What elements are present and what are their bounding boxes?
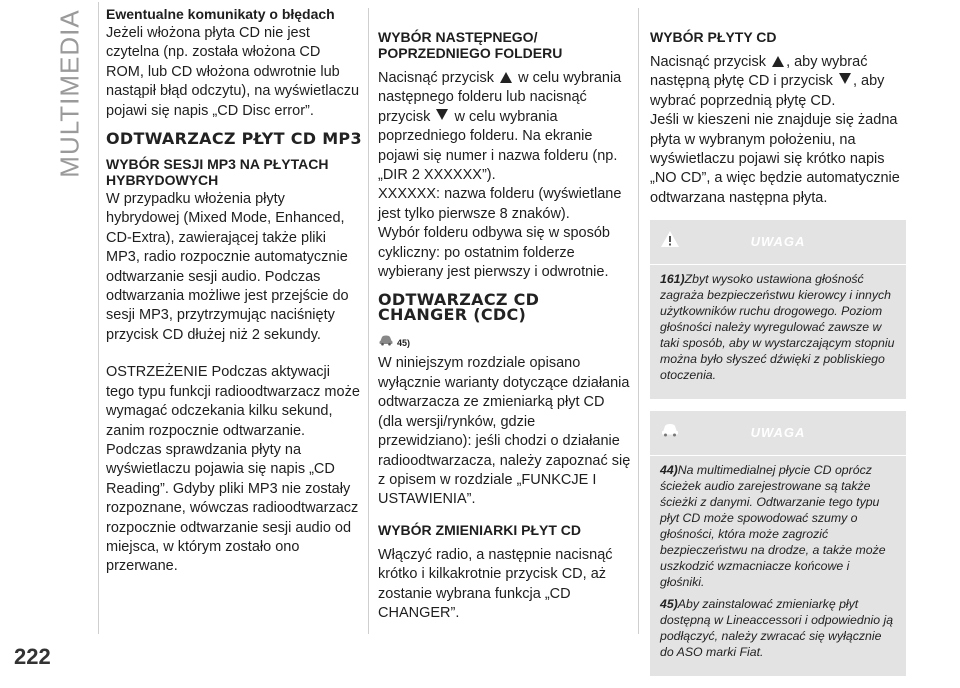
section-label: MULTIMEDIA: [54, 8, 85, 178]
note-2-item-2: [660, 596, 896, 660]
column-divider-1: [368, 8, 369, 634]
note-2-text-1: Na multimedialnej płycie CD oprócz ścieżek audio zarejestrowane są także ścieżki z danymi. Odtwarzanie tego typu płyt CD może spowodować szumy o głośności, która może zagrozić bezpieczeństwu na drodze, a także może uszkodzić wzmacniacze końcowe i głośniki.: [660, 463, 886, 590]
note-1-text: Zbyt wysoko ustawiona głośność zagraża bezpieczeństwu kierowcy i innych użytkowników ruchu drogowego. Poziom głośności należy wyregulować zawsze w taki sposób, aby w wystarczającym stopniu można było słyszeć dźwięki z pobliskiego otoczenia.: [660, 272, 895, 383]
cdc-ref-label: 45): [397, 338, 411, 349]
changer-heading: WYBÓR ZMIENIARKI PŁYT CD: [378, 521, 581, 538]
error-heading: Ewentualne komunikaty o błędach: [106, 6, 335, 22]
mp3-title: ODTWARZACZ PŁYT CD MP3: [106, 129, 362, 149]
warning-note-2: [650, 411, 906, 676]
column-3: [650, 6, 906, 688]
column-1: [106, 6, 362, 587]
cdc-text: W niniejszym rozdziale opisano wyłącznie warianty dotyczące działania odtwarzacza ze zmieniarką płyt CD (dla wersji/rynków, gdzie przewidziano): jeśli chodzi o działanie radioodtwarzacza, należy zapoznać się z opisem w rozdziale „FUNKCJE I USTAWIENIA”.: [378, 355, 631, 508]
note-2-num-1: 44): [660, 463, 678, 478]
triangle-down-icon: [839, 73, 851, 84]
note-2-num-2: 45): [660, 597, 678, 612]
disc-text: [650, 53, 906, 111]
note-2-item-1: [660, 462, 896, 590]
folder-text-2: w celu wybrania następnego folderu lub nacisnąć przycisk: [378, 70, 622, 125]
disc-text-3: , aby wybrać poprzednią płytę CD.: [650, 73, 885, 109]
reading-text: Podczas sprawdzania płyty na wyświetlaczu pojawia się napis „CD Reading”. Gdyby pliki MP3 nie zostały rozpoznane, wówczas radioodtwarzacz rozpocznie odtwarzanie sesji audio od miejsca, w którym zostało ono przerwane.: [106, 441, 359, 575]
changer-text: Włączyć radio, a następnie nacisnąć krótko i kilkakrotnie przycisk CD, aż zostanie wybrana funkcja „CD CHANGER”.: [378, 546, 613, 621]
hybrid-text: W przypadku włożenia płyty hybrydowej (Mixed Mode, Enhanced, CD-Extra), zawierającej także pliki MP3, radio rozpocznie automatycznie odtwarzanie sesji audio. Podczas odtwarzania możliwe jest przejście do sesji MP3, przytrzymując naciśnięty przycisk CD dłużej niż 2 sekundy.: [106, 191, 349, 343]
triangle-up-icon: [500, 72, 512, 83]
triangle-up-icon: [772, 56, 784, 67]
hybrid-heading: WYBÓR SESJI MP3 NA PŁYTACH HYBRYDOWYCH: [106, 156, 329, 189]
column-2: [378, 6, 632, 633]
cdc-reference: [378, 332, 632, 348]
note-1-num: 161): [660, 272, 685, 287]
warning-note-1: [650, 220, 906, 399]
disc-text-2: , aby wybrać następną płytę CD i przycisk: [650, 54, 868, 90]
note-2-title: UWAGA: [750, 425, 806, 441]
sidebar-divider: [98, 2, 99, 634]
car-note-icon: [378, 332, 394, 346]
note-1-title: UWAGA: [750, 234, 806, 250]
column-divider-2: [638, 8, 639, 634]
folder-text-1: Nacisnąć przycisk: [378, 70, 495, 86]
folder-text: [378, 69, 632, 185]
triangle-down-icon: [436, 109, 448, 120]
note-1-item: [660, 271, 896, 383]
page-number: 222: [14, 644, 51, 669]
disc-text-2-para: Jeśli w kieszeni nie znajduje się żadna płyta w wybranym położeniu, na wyświetlaczu pojawi się krótko napis „NO CD”, a więc będzie automatycznie odtwarzana następna płyta.: [650, 112, 900, 206]
sidebar-section: [50, 8, 90, 178]
warning-text: OSTRZEŻENIE Podczas aktywacji tego typu funkcji radioodtwarzacz może wymagać odczekania kilku sekund, zanim rozpocznie odtwarzanie.: [106, 364, 360, 439]
cdc-title: ODTWARZACZ CD CHANGER (CDC): [378, 290, 540, 325]
folder-text-3: w celu wybrania poprzedniego folderu. Na ekranie pojawi się numer i nazwa folderu (np. „DIR 2 XXXXXX”).: [378, 108, 618, 184]
folder-name-text: XXXXXX: nazwa folderu (wyświetlane jest tylko pierwsze 8 znaków).: [378, 186, 622, 222]
note-2-text-2: Aby zainstalować zmieniarkę płyt dostępną w Lineaccessori i odpowiednio ją podłączyć, należy zwracać się wyłącznie do ASO marki Fiat.: [660, 597, 894, 660]
disc-heading: WYBÓR PŁYTY CD: [650, 29, 777, 45]
error-text: Jeżeli włożona płyta CD nie jest czytelna (np. została włożona CD ROM, lub CD włożona odwrotnie lub nastąpił błąd odczytu), na wyświetlaczu pojawi się napis „CD Disc error”.: [106, 25, 360, 119]
folder-heading: WYBÓR NASTĘPNEGO/ POPRZEDNIEGO FOLDERU: [378, 29, 563, 61]
disc-text-1: Nacisnąć przycisk: [650, 54, 767, 70]
folder-cycle-text: Wybór folderu odbywa się w sposób cykliczny: po ostatnim folderze wybierany jest pierwszy i odwrotnie.: [378, 225, 610, 281]
